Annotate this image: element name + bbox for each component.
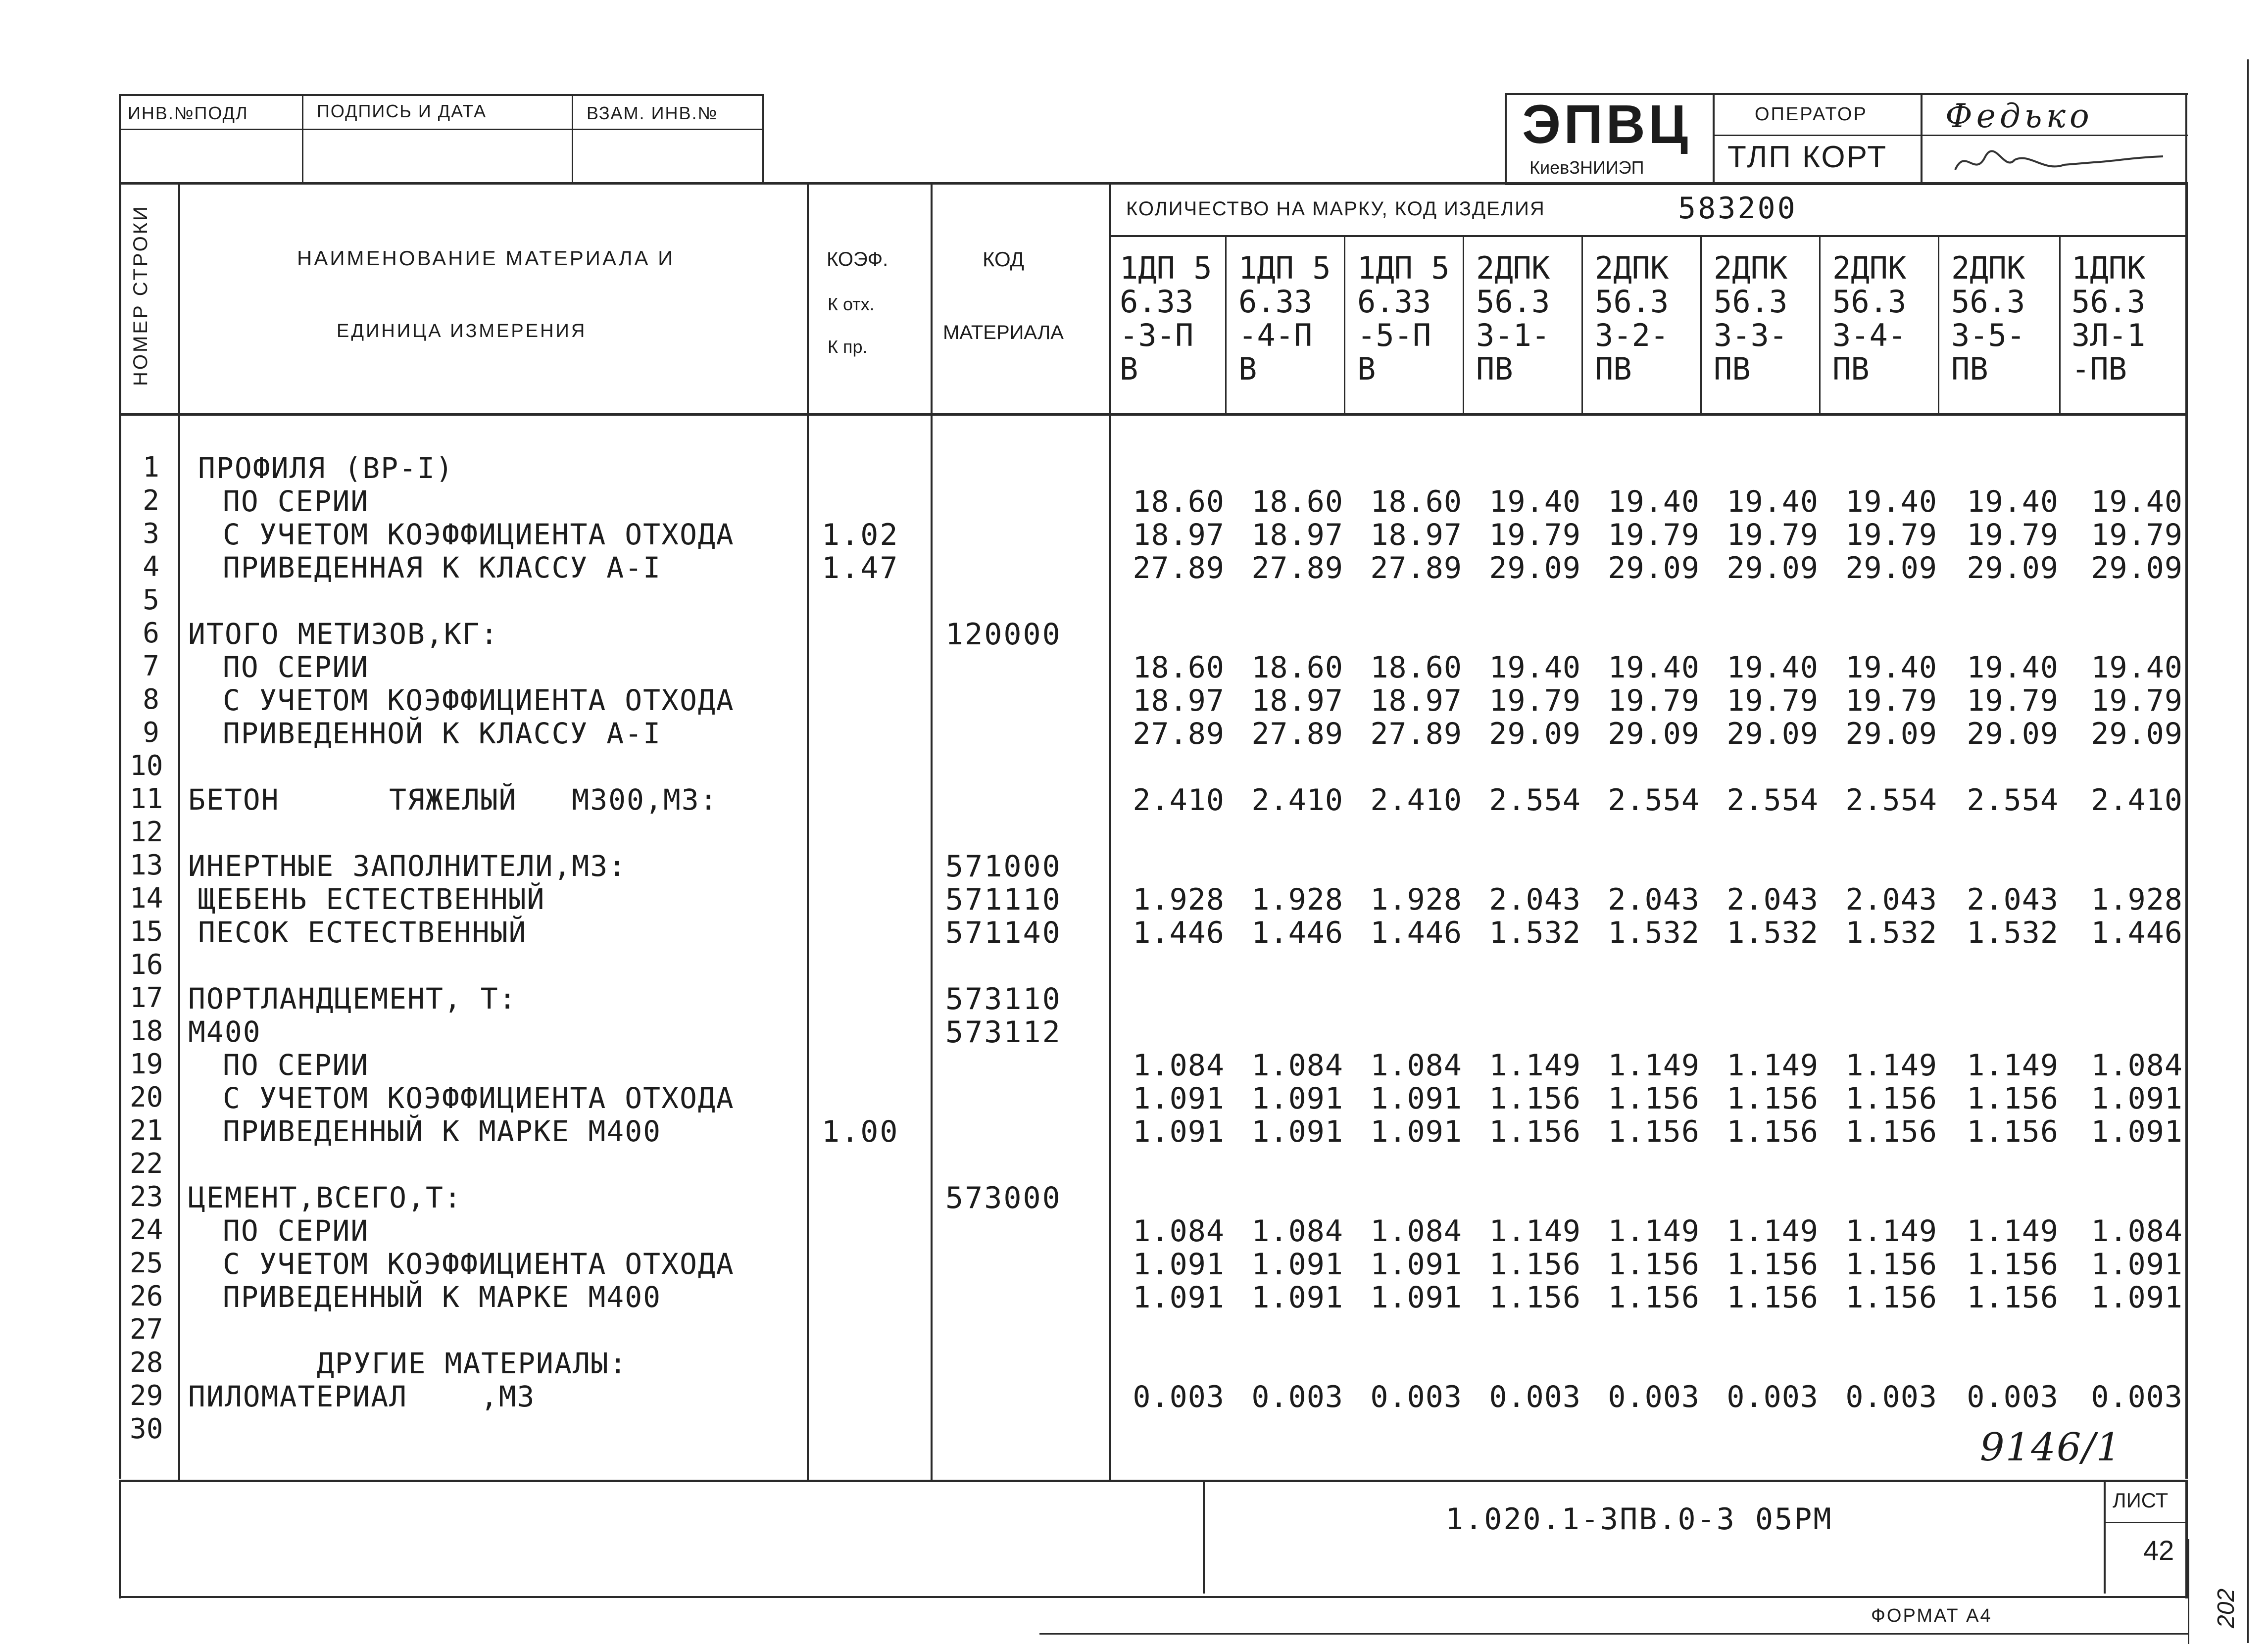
quantity-cell: 19.79 [1967, 518, 2059, 552]
quantity-cell: 1.928 [1251, 882, 1343, 917]
quantity-cell: 18.97 [1251, 518, 1343, 552]
quantity-cell: 0.003 [1370, 1380, 1462, 1414]
quantity-cell: 0.003 [1608, 1380, 1700, 1414]
quantity-cell: 2.554 [1608, 783, 1700, 818]
quantity-cell: 1.156 [1845, 1247, 1937, 1282]
quantity-cell: 29.09 [2091, 717, 2183, 751]
row-number: 8 [143, 683, 159, 716]
quantity-cell: 27.89 [1370, 551, 1462, 585]
quantity-cell: 1.091 [1133, 1247, 1225, 1282]
row-number: 25 [130, 1247, 163, 1279]
material-name: ПО СЕРИИ [223, 650, 369, 684]
quantity-cell: 1.156 [1489, 1114, 1581, 1149]
mark-header: 1ДП 5 6.33 -3-П В [1120, 250, 1212, 387]
quantity-cell: 1.149 [1845, 1048, 1937, 1083]
mark-header: 2ДПК 56.3 3-5- ПВ [1951, 250, 2025, 387]
quantity-cell: 29.09 [1608, 551, 1700, 585]
quantity-cell: 19.79 [1967, 683, 2059, 718]
quantity-cell: 2.410 [1133, 783, 1225, 818]
quantity-cell: 0.003 [1726, 1380, 1819, 1414]
format-label: ФОРМАТ А4 [1871, 1605, 1992, 1626]
quantity-cell: 0.003 [1251, 1380, 1343, 1414]
quantity-cell: 2.043 [1967, 882, 2059, 917]
mark-header: 2ДПК 56.3 3-3- ПВ [1714, 250, 1788, 387]
row-number: 20 [130, 1081, 163, 1113]
quantity-cell: 19.40 [1967, 650, 2059, 685]
quantity-cell: 18.60 [1133, 484, 1225, 519]
operator-name: Федько [1945, 97, 2093, 135]
quantity-cell: 1.156 [1726, 1081, 1819, 1116]
quantity-cell: 1.091 [2091, 1114, 2183, 1149]
material-name: ПРИВЕДЕННЫЙ К МАРКЕ М400 [223, 1280, 662, 1314]
material-name: ПО СЕРИИ [223, 1214, 369, 1248]
material-name: ЩЕБЕНЬ ЕСТЕСТВЕННЫЙ [198, 882, 545, 916]
row-number: 24 [130, 1214, 163, 1246]
quantity-cell: 1.446 [2091, 916, 2183, 950]
material-name: ИТОГО МЕТИЗОВ,КГ: [188, 617, 499, 651]
quantity-cell: 19.40 [1608, 650, 1700, 685]
quantity-cell: 2.554 [1726, 783, 1819, 818]
quantity-cell: 1.156 [1967, 1247, 2059, 1282]
material-code: 120000 [945, 617, 1062, 652]
row-number: 17 [130, 982, 163, 1014]
material-name: ДРУГИЕ МАТЕРИАЛЫ: [317, 1347, 628, 1380]
coef-header-line3: К пр. [828, 337, 868, 357]
quantity-cell: 19.40 [1845, 650, 1937, 685]
quantity-cell: 1.091 [1251, 1247, 1343, 1282]
quantity-cell: 1.149 [1489, 1214, 1581, 1249]
quantity-cell: 1.091 [1133, 1114, 1225, 1149]
row-number: 6 [143, 617, 159, 649]
mark-header: 1ДП 5 6.33 -4-П В [1238, 250, 1331, 387]
quantity-cell: 29.09 [1845, 717, 1937, 751]
quantity-cell: 27.89 [1251, 551, 1343, 585]
quantity-cell: 1.156 [1726, 1247, 1819, 1282]
signature-scribble [1945, 143, 2173, 182]
row-number: 10 [130, 750, 163, 782]
material-code: 573112 [945, 1015, 1062, 1050]
quantity-cell: 0.003 [1489, 1380, 1581, 1414]
quantity-cell: 1.928 [1133, 882, 1225, 917]
quantity-cell: 0.003 [2091, 1380, 2183, 1414]
quantity-cell: 2.043 [1489, 882, 1581, 917]
quantity-cell: 1.532 [1489, 916, 1581, 950]
quantity-cell: 1.084 [1370, 1048, 1462, 1083]
quantity-cell: 1.149 [1726, 1214, 1819, 1249]
coefficient: 1.02 [822, 518, 899, 552]
quantity-cell: 1.091 [1133, 1280, 1225, 1315]
quantity-cell: 1.156 [1726, 1280, 1819, 1315]
quantity-cell: 19.79 [1726, 683, 1819, 718]
quantity-cell: 0.003 [1845, 1380, 1937, 1414]
quantity-cell: 1.156 [1967, 1280, 2059, 1315]
row-number: 27 [130, 1313, 163, 1346]
quantity-cell: 1.091 [1370, 1247, 1462, 1282]
sheet-number: 42 [2143, 1535, 2174, 1566]
row-number: 22 [130, 1148, 163, 1180]
quantity-cell: 1.532 [1967, 916, 2059, 950]
quantity-cell: 19.79 [1726, 518, 1819, 552]
quantity-cell: 2.554 [1967, 783, 2059, 818]
quantity-header: КОЛИЧЕСТВО НА МАРКУ, КОД ИЗДЕЛИЯ [1126, 198, 1545, 220]
mark-header: 2ДПК 56.3 3-4- ПВ [1832, 250, 1907, 387]
quantity-cell: 1.091 [1251, 1114, 1343, 1149]
quantity-cell: 1.156 [1845, 1114, 1937, 1149]
material-name: С УЧЕТОМ КОЭФФИЦИЕНТА ОТХОДА [223, 1247, 735, 1281]
quantity-cell: 2.554 [1845, 783, 1937, 818]
signature-label: ПОДПИСЬ И ДАТА [317, 101, 487, 121]
side-number: 202 [2213, 1588, 2239, 1628]
quantity-cell: 2.554 [1489, 783, 1581, 818]
doc-number: 9146/1 [1980, 1425, 2122, 1470]
quantity-cell: 1.156 [1967, 1081, 2059, 1116]
quantity-cell: 29.09 [1726, 717, 1819, 751]
quantity-cell: 19.79 [1845, 683, 1937, 718]
quantity-cell: 18.97 [1370, 683, 1462, 718]
quantity-cell: 19.40 [1489, 650, 1581, 685]
quantity-cell: 27.89 [1251, 717, 1343, 751]
quantity-cell: 1.084 [1370, 1214, 1462, 1249]
mark-header: 2ДПК 56.3 3-2- ПВ [1595, 250, 1669, 387]
row-number: 15 [130, 916, 163, 948]
quantity-cell: 18.97 [1251, 683, 1343, 718]
material-name: ПРИВЕДЕННАЯ К КЛАССУ А-I [223, 551, 662, 584]
material-name: ЦЕМЕНТ,ВСЕГО,Т: [188, 1181, 462, 1214]
material-name: ПО СЕРИИ [223, 484, 369, 518]
quantity-cell: 0.003 [1133, 1380, 1225, 1414]
row-number: 9 [143, 717, 159, 749]
quantity-cell: 19.79 [2091, 518, 2183, 552]
quantity-cell: 1.156 [1489, 1280, 1581, 1315]
quantity-cell: 19.40 [2091, 650, 2183, 685]
quantity-cell: 19.79 [1608, 683, 1700, 718]
row-number-header: НОМЕР СТРОКИ [130, 204, 151, 386]
quantity-cell: 19.79 [1489, 683, 1581, 718]
quantity-cell: 1.091 [1133, 1081, 1225, 1116]
quantity-cell: 1.091 [1251, 1081, 1343, 1116]
quantity-cell: 1.446 [1251, 916, 1343, 950]
quantity-cell: 2.043 [1726, 882, 1819, 917]
quantity-cell: 19.79 [2091, 683, 2183, 718]
material-name: М400 [188, 1015, 261, 1049]
quantity-cell: 1.149 [1489, 1048, 1581, 1083]
coefficient: 1.00 [822, 1114, 899, 1149]
material-name: ПИЛОМАТЕРИАЛ ,М3 [188, 1380, 536, 1413]
row-number: 18 [130, 1015, 163, 1047]
quantity-cell: 1.084 [2091, 1214, 2183, 1249]
row-number: 19 [130, 1048, 163, 1080]
row-number: 12 [130, 816, 163, 848]
quantity-cell: 1.084 [1251, 1214, 1343, 1249]
quantity-cell: 2.410 [1370, 783, 1462, 818]
quantity-cell: 2.043 [1845, 882, 1937, 917]
row-number: 29 [130, 1380, 163, 1412]
quantity-cell: 1.091 [1370, 1280, 1462, 1315]
designation: 1.020.1-3ПВ.0-3 05РМ [1445, 1502, 1833, 1537]
coef-header-line2: К отх. [828, 294, 875, 314]
quantity-cell: 18.60 [1370, 650, 1462, 685]
mark-header: 2ДПК 56.3 3-1- ПВ [1476, 250, 1550, 387]
mark-header: 1ДПК 56.3 3Л-1 -ПВ [2071, 250, 2146, 387]
quantity-cell: 1.091 [1370, 1081, 1462, 1116]
row-number: 23 [130, 1181, 163, 1213]
quantity-cell: 1.156 [1489, 1081, 1581, 1116]
quantity-cell: 29.09 [1608, 717, 1700, 751]
quantity-cell: 1.156 [1967, 1114, 2059, 1149]
code-header-line2: МАТЕРИАЛА [943, 322, 1064, 343]
material-name: БЕТОН ТЯЖЕЛЫЙ М300,М3: [188, 783, 718, 817]
quantity-cell: 1.156 [1608, 1280, 1700, 1315]
quantity-cell: 19.40 [2091, 484, 2183, 519]
quantity-cell: 27.89 [1133, 717, 1225, 751]
quantity-cell: 1.091 [2091, 1247, 2183, 1282]
quantity-cell: 2.410 [2091, 783, 2183, 818]
row-number: 16 [130, 949, 163, 981]
row-number: 13 [130, 849, 163, 881]
quantity-cell: 27.89 [1370, 717, 1462, 751]
quantity-cell: 1.532 [1726, 916, 1819, 950]
quantity-cell: 1.084 [2091, 1048, 2183, 1083]
quantity-cell: 19.40 [1489, 484, 1581, 519]
quantity-cell: 18.60 [1133, 650, 1225, 685]
quantity-cell: 0.003 [1967, 1380, 2059, 1414]
row-number: 4 [143, 551, 159, 583]
org-name: КиевЗНИИЭП [1529, 157, 1644, 178]
quantity-cell: 19.79 [1845, 518, 1937, 552]
operator-label: ОПЕРАТОР [1755, 104, 1868, 125]
quantity-cell: 19.40 [1726, 650, 1819, 685]
quantity-cell: 29.09 [1489, 717, 1581, 751]
quantity-cell: 1.091 [1370, 1114, 1462, 1149]
row-number: 5 [143, 584, 159, 616]
quantity-cell: 1.156 [1608, 1114, 1700, 1149]
quantity-cell: 19.40 [1967, 484, 2059, 519]
coef-header-line1: КОЭФ. [827, 248, 888, 270]
quantity-cell: 1.928 [2091, 882, 2183, 917]
material-header-line1: НАИМЕНОВАНИЕ МАТЕРИАЛА И [297, 246, 675, 270]
quantity-cell: 1.156 [1726, 1114, 1819, 1149]
quantity-cell: 29.09 [1967, 551, 2059, 585]
row-number: 14 [130, 882, 163, 915]
quantity-cell: 1.149 [1726, 1048, 1819, 1083]
quantity-cell: 1.156 [1845, 1081, 1937, 1116]
row-number: 2 [143, 484, 159, 517]
quantity-cell: 2.410 [1251, 783, 1343, 818]
product-code: 583200 [1678, 191, 1797, 226]
material-name: ПО СЕРИИ [223, 1048, 369, 1082]
quantity-cell: 1.084 [1251, 1048, 1343, 1083]
quantity-cell: 1.446 [1370, 916, 1462, 950]
quantity-cell: 1.149 [1967, 1214, 2059, 1249]
quantity-cell: 29.09 [1489, 551, 1581, 585]
material-code: 573000 [945, 1181, 1062, 1215]
quantity-cell: 1.156 [1608, 1247, 1700, 1282]
quantity-cell: 18.60 [1370, 484, 1462, 519]
material-name: С УЧЕТОМ КОЭФФИЦИЕНТА ОТХОДА [223, 1081, 735, 1115]
material-code: 573110 [945, 982, 1062, 1016]
material-code: 571110 [945, 882, 1062, 917]
row-number: 1 [143, 451, 159, 484]
material-name: ПЕСОК ЕСТЕСТВЕННЫЙ [198, 916, 527, 949]
quantity-cell: 1.149 [1845, 1214, 1937, 1249]
row-number: 28 [130, 1347, 163, 1379]
material-name: ПРИВЕДЕННОЙ К КЛАССУ А-I [223, 717, 662, 750]
quantity-cell: 1.091 [2091, 1081, 2183, 1116]
row-number: 21 [130, 1114, 163, 1147]
quantity-cell: 1.928 [1370, 882, 1462, 917]
quantity-cell: 1.156 [1489, 1247, 1581, 1282]
quantity-cell: 1.149 [1608, 1214, 1700, 1249]
code-header-line1: КОД [983, 247, 1025, 271]
material-name: ИНЕРТНЫЕ ЗАПОЛНИТЕЛИ,М3: [188, 849, 627, 883]
material-header-line2: ЕДИНИЦА ИЗМЕРЕНИЯ [337, 321, 587, 341]
quantity-cell: 19.40 [1845, 484, 1937, 519]
quantity-cell: 1.156 [1845, 1280, 1937, 1315]
material-name: ПОРТЛАНДЦЕМЕНТ, Т: [188, 982, 517, 1015]
row-number: 30 [130, 1413, 163, 1445]
org-logo: ЭПВЦ [1522, 94, 1691, 155]
quantity-cell: 18.97 [1133, 683, 1225, 718]
quantity-cell: 27.89 [1133, 551, 1225, 585]
coefficient: 1.47 [822, 551, 899, 585]
material-code: 571000 [945, 849, 1062, 884]
quantity-cell: 1.156 [1608, 1081, 1700, 1116]
mark-header: 1ДП 5 6.33 -5-П В [1357, 250, 1450, 387]
quantity-cell: 1.446 [1133, 916, 1225, 950]
quantity-cell: 1.084 [1133, 1048, 1225, 1083]
quantity-cell: 18.60 [1251, 484, 1343, 519]
row-number: 7 [143, 650, 159, 682]
quantity-cell: 1.532 [1845, 916, 1937, 950]
quantity-cell: 1.149 [1608, 1048, 1700, 1083]
quantity-cell: 18.97 [1133, 518, 1225, 552]
dept-label: ТЛП КОРТ [1727, 140, 1888, 174]
material-name: ПРОФИЛЯ (ВР-I) [198, 451, 454, 485]
quantity-cell: 1.532 [1608, 916, 1700, 950]
quantity-cell: 19.40 [1608, 484, 1700, 519]
quantity-cell: 29.09 [2091, 551, 2183, 585]
quantity-cell: 29.09 [1845, 551, 1937, 585]
vzam-label: ВЗАМ. ИНВ.№ [587, 103, 718, 123]
sheet-label: ЛИСТ [2113, 1489, 2169, 1512]
material-name: С УЧЕТОМ КОЭФФИЦИЕНТА ОТХОДА [223, 518, 735, 551]
row-number: 26 [130, 1280, 163, 1312]
quantity-cell: 1.084 [1133, 1214, 1225, 1249]
quantity-cell: 18.97 [1370, 518, 1462, 552]
row-number: 11 [130, 783, 163, 815]
quantity-cell: 19.79 [1608, 518, 1700, 552]
quantity-cell: 29.09 [1726, 551, 1819, 585]
quantity-cell: 19.79 [1489, 518, 1581, 552]
quantity-cell: 1.091 [1251, 1280, 1343, 1315]
quantity-cell: 18.60 [1251, 650, 1343, 685]
material-code: 571140 [945, 916, 1062, 950]
quantity-cell: 1.091 [2091, 1280, 2183, 1315]
material-name: С УЧЕТОМ КОЭФФИЦИЕНТА ОТХОДА [223, 683, 735, 717]
material-name: ПРИВЕДЕННЫЙ К МАРКЕ М400 [223, 1114, 662, 1148]
quantity-cell: 19.40 [1726, 484, 1819, 519]
quantity-cell: 29.09 [1967, 717, 2059, 751]
inv-label: ИНВ.№ПОДЛ [128, 103, 248, 123]
quantity-cell: 1.149 [1967, 1048, 2059, 1083]
row-number: 3 [143, 518, 159, 550]
quantity-cell: 2.043 [1608, 882, 1700, 917]
